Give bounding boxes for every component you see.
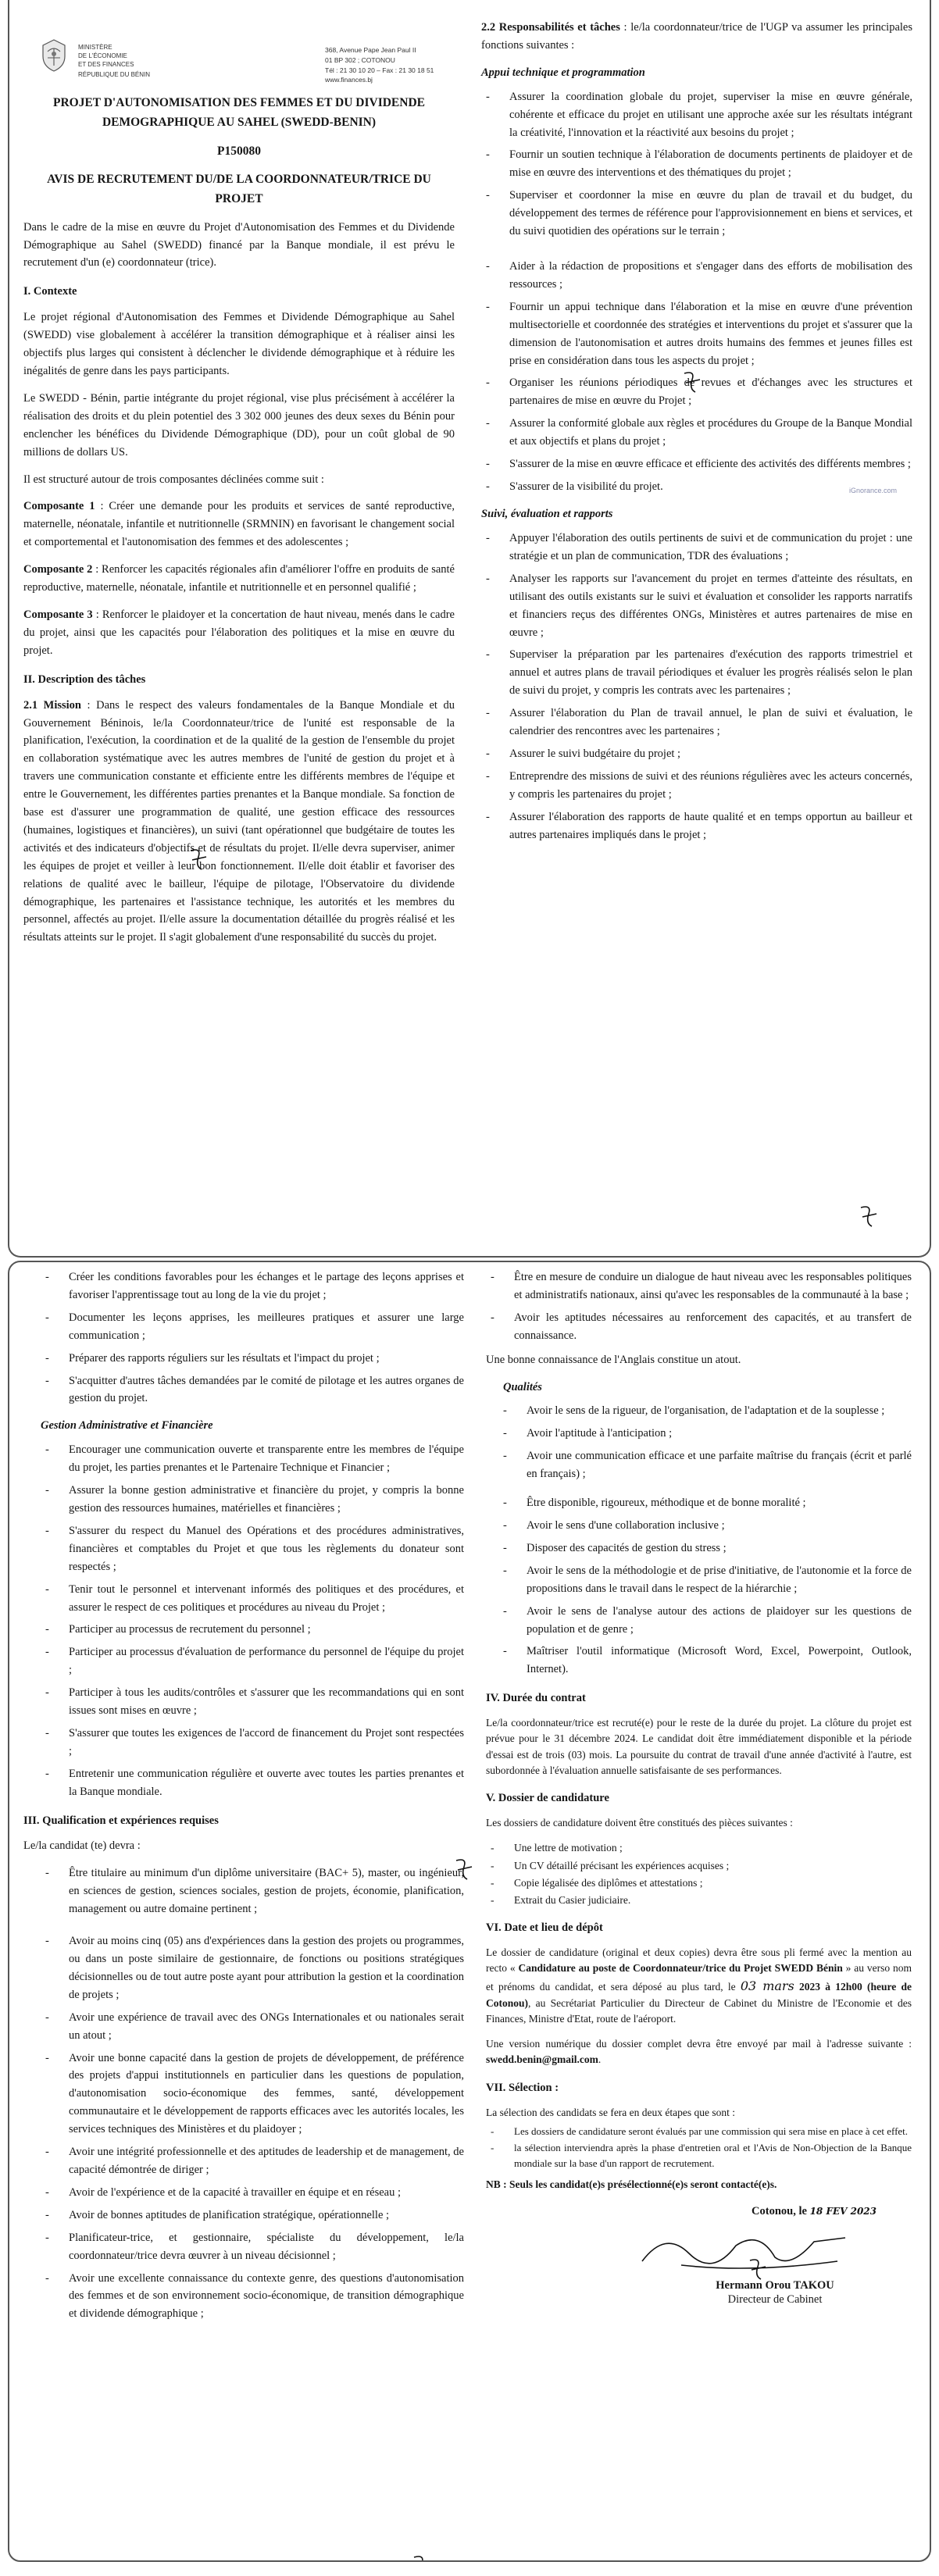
list-item: - S'assurer que toutes les exigences de l'accord de financement du Projet sont respectées ;	[41, 1725, 464, 1761]
component-label: Composante 2	[23, 563, 93, 576]
list-item: - Assurer l'élaboration du Plan de travail annuel, le plan de suivi et évaluation, le calendrier des rencontres avec les partenaires ;	[481, 705, 912, 740]
email-paragraph	[486, 2036, 912, 2068]
page-one-left-column	[23, 0, 455, 956]
list-item: - S'assurer du respect du Manuel des Opérations et des procédures administratives, financières et comptables du Projet et que tous les règlements du donateur sont respectés ;	[41, 1522, 464, 1576]
list-item: - Documenter les leçons apprises, les meilleures pratiques et assurer une large communication ;	[41, 1309, 464, 1345]
section-heading-duree: IV. Durée du contrat	[486, 1692, 586, 1705]
section-heading-depot: VI. Date et lieu de dépôt	[486, 1921, 603, 1935]
list-item: - Avoir l'aptitude à l'anticipation ;	[498, 1425, 912, 1443]
gestion-task-list	[41, 1441, 464, 1800]
watermark-text: iGnorance.com	[848, 486, 897, 494]
component-label: Composante 3	[23, 608, 93, 621]
list-item: - S'assurer de la visibilité du projet.	[481, 478, 912, 496]
initials-mark	[452, 1856, 478, 1889]
ministry-line: RÉPUBLIQUE DU BÉNIN	[78, 71, 151, 79]
list-item: - Organiser les réunions périodiques de revues et d'échanges avec les structures et partenaires de mise en œuvre du Projet ;	[481, 374, 912, 410]
context-paragraph: Le SWEDD - Bénin, partie intégrante du projet régional, vise plus précisément à accélérer la réalisation des droits et du plein potentiel des 3 302 000 jeunes des deux sexes du Bénin pour enclencher les bénéfices du Dividende Démographique (DD), pour un coût global de 90 millions de dollars US.	[23, 391, 455, 458]
list-item: - Créer les conditions favorables pour les échanges et le partage des leçons apprises et favoriser l'apprentissage tout au long de la vie du projet ;	[41, 1268, 464, 1304]
signatory-name: Hermann Orou TAKOU	[716, 2278, 834, 2292]
selection-lead: La sélection des candidats se fera en deux étapes que sont :	[486, 2106, 736, 2118]
ministry-address	[325, 45, 442, 85]
address-line: 368, Avenue Pape Jean Paul II	[325, 46, 416, 54]
subsection-heading-qualites: Qualités	[503, 1380, 542, 1393]
closing-date: 18 FEV 2023	[809, 2205, 877, 2217]
initials-mark	[745, 2256, 772, 2289]
list-item: - Avoir le sens de la méthodologie et de prise d'initiative, de l'autonomie et la force de propositions dans le travail dans le respect de la hiérarchie ;	[498, 1562, 912, 1598]
deposit-paragraph	[486, 1945, 912, 2027]
list-item: - Tenir tout le personnel et intervenant informés des politiques et des procédures, et assurer le respect de ces politiques et procédures au niveau du Projet ;	[41, 1581, 464, 1617]
deadline-handwritten-date: 03 mars	[740, 1978, 794, 1993]
list-item: - Copie légalisée des diplômes et attestations ;	[486, 1875, 912, 1891]
list-item: - Assurer la coordination globale du projet, superviser la mise en œuvre générale, cohérente et efficace du projet en utilisant une approche axée sur les résultats intégrant la créativité, l'innovation et la réactivité aux besoins du projet ;	[481, 88, 912, 142]
list-item: - Être disponible, rigoureux, méthodique et de bonne moralité ;	[498, 1494, 912, 1512]
qualification-lead: Le/la candidat (te) devra :	[23, 1839, 141, 1853]
contract-duration-text: Le/la coordonnateur/trice est recruté(e) pour le reste de la durée du projet. La clôture du projet est prévue pour le 31 décembre 2024. Le candidat doit être immédiatement disponible et la période d'essai est de trois (03) mois. La poursuite du contrat de travail d'une année d'activité à l'autre, est subordonnée à l'évaluation annuelle satisfaisante de ses performances.	[486, 1717, 912, 1776]
appui-task-list	[481, 88, 912, 496]
address-line: 01 BP 302 ; COTONOU	[325, 55, 395, 64]
contact-email-link[interactable]: swedd.benin@gmail.com	[486, 2053, 598, 2066]
page-one	[8, 0, 931, 1258]
dossier-lead: Les dossiers de candidature doivent être constitués des pièces suivantes :	[486, 1817, 793, 1829]
intro-paragraph: Dans le cadre de la mise en œuvre du Projet d'Autonomisation des Femmes et du Dividende Démographique au Sahel (SWEDD) financé par la Banque mondiale, il est prévu le recrutement d'un (e) coordonnateur (trice).	[23, 220, 455, 269]
component-3	[23, 606, 455, 660]
initials-mark	[856, 1203, 883, 1236]
selection-note: NB : Seuls les candidat(e)s présélectionné(e)s seront contacté(e)s.	[486, 2178, 777, 2191]
dossier-list	[486, 1840, 912, 1908]
list-item: - Avoir une communication efficace et une parfaite maîtrise du français (écrit et parlé en français) ;	[498, 1447, 912, 1483]
ministry-line: ET DES FINANCES	[78, 60, 134, 68]
list-item: - Avoir de bonnes aptitudes de planification stratégique, opérationnelle ;	[41, 2207, 464, 2225]
subsection-heading-suivi: Suivi, évaluation et rapports	[481, 508, 613, 521]
deposit-mention: Candidature au poste de Coordonnateur/trice du Projet SWEDD Bénin	[518, 1962, 843, 1975]
list-item: - Assurer l'élaboration des rapports de haute qualité et en temps opportun au bailleur et autres partenaires impliqués dans le projet ;	[481, 808, 912, 844]
page-two-left-column	[23, 1268, 464, 2329]
deposit-text: , au Secrétariat Particulier du Directeur de Cabinet du Ministre de l'Economie et des Finances, Ministre d'Etat, route de l'aéroport.	[486, 1996, 912, 2025]
page-one-right-column	[325, 0, 912, 850]
list-item: - Avoir le sens de l'analyse autour des actions de plaidoyer sur les questions de population et de genre ;	[498, 1603, 912, 1639]
list-item: - Participer au processus de recrutement du personnel ;	[41, 1621, 464, 1639]
ministry-line: DE L'ÉCONOMIE	[78, 52, 127, 59]
list-item: - Disposer des capacités de gestion du stress ;	[498, 1540, 912, 1557]
list-item: - Assurer la conformité globale aux règles et procédures du Groupe de la Banque Mondial et aux objectifs et plans du projet ;	[481, 415, 912, 451]
deadline-time: 2023 à 12h00 (heure de Cotonou)	[486, 1980, 912, 2009]
component-text: : Renforcer le plaidoyer et la concertation de haut niveau, menés dans le cadre du projet, ainsi que les capacités pour l'élaboration des politiques et la mise en œuvre du projet.	[23, 608, 455, 657]
list-item: - S'acquitter d'autres tâches demandées par le comité de pilotage et les autres organes de gestion du projet.	[41, 1372, 464, 1408]
component-text: : Créer une demande pour les produits et services de santé reproductive, maternelle, néonatale, infantile et nutritionnelle (SRMNIN) en favorisant le changement social et comportemental et l'autonomisation des femmes et des adolescentes ;	[23, 500, 455, 549]
notice-title: AVIS DE RECRUTEMENT DU/DE LA COORDONNATEUR/TRICE DU PROJET	[47, 173, 431, 205]
component-label: Composante 1	[23, 500, 95, 513]
list-item: - Superviser la préparation par les partenaires d'exécution des rapports trimestriel et annuel et autres plans de travail périodiques et évaluer les progrès réalisés selon le plan de suivi du projet, y compris les contrats avec les partenaires ;	[481, 646, 912, 700]
component-2	[23, 561, 455, 597]
responsibilities-text: : le/la coordonnateur/trice de l'UGP va assumer les principales fonctions suivantes :	[481, 21, 912, 52]
list-item: - Encourager une communication ouverte et transparente entre les membres de l'équipe du projet, les parties prenantes et le Partenaire Technique et Financier ;	[41, 1441, 464, 1477]
list-item: - Avoir une expérience de travail avec des ONGs Internationales et ou nationales serait un atout ;	[41, 2009, 464, 2045]
document-title: PROJET D'AUTONOMISATION DES FEMMES ET DU DIVIDENDE DEMOGRAPHIQUE AU SAHEL (SWEDD-BENIN)	[53, 96, 425, 129]
component-text: : Renforcer les capacités régionales afin d'améliorer l'offre en produits de santé reproductive, maternelle, néonatale, infantile et nutritionnelle et en personnel qualifié ;	[23, 563, 455, 594]
list-item: - Assurer la bonne gestion administrative et financière du projet, y compris la bonne gestion des ressources humaines, matérielles et financières ;	[41, 1482, 464, 1518]
list-item: - Les dossiers de candidature seront évalués par une commission qui sera mise en place à cet effet.	[486, 2124, 912, 2139]
suivi-task-list	[481, 530, 912, 844]
selection-list	[486, 2124, 912, 2171]
mission-paragraph	[23, 697, 455, 947]
list-item: - Préparer des rapports réguliers sur les résultats et l'impact du projet ;	[41, 1350, 464, 1368]
ministry-name	[78, 44, 150, 80]
coat-of-arms-icon	[37, 37, 70, 73]
list-item: - Planificateur-trice, et gestionnaire, spécialiste du développement, le/la coordonnateur/trice devra œuvrer à un niveau décisionnel ;	[41, 2229, 464, 2265]
list-item: - Être en mesure de conduire un dialogue de haut niveau avec les responsables politiques et administratifs nationaux, ainsi qu'avec les responsables de la communauté à la base ;	[486, 1268, 912, 1304]
list-item: - Avoir les aptitudes nécessaires au renforcement des capacités, et au transfert de connaissance.	[486, 1309, 912, 1345]
list-item: - Participer au processus d'évaluation de performance du personnel de l'équipe du projet ;	[41, 1643, 464, 1679]
section-heading-contexte: I. Contexte	[23, 285, 77, 298]
list-item: - Une lettre de motivation ;	[486, 1840, 912, 1856]
signatory-role: Directeur de Cabinet	[727, 2293, 823, 2307]
responsibilities-label: 2.2 Responsabilités et tâches	[481, 21, 620, 34]
qualification-list-continued	[486, 1268, 912, 1345]
closing-place: Cotonou, le	[752, 2204, 810, 2217]
subsection-heading-appui: Appui technique et programmation	[481, 66, 645, 79]
mission-text: : Dans le respect des valeurs fondamentales de la Banque Mondiale et du Gouvernement Béninois, le/la Coordonnateur/trice de l'unité est responsable de la planification, l'exécution, la coordination et de la qualité de la gestion de l'ensemble du projet en collaboration systématique avec les autres membres de l'unité de gestion du projet et à travers une communication constante et efficiente entre les différents membres de l'équipe et entre le Gouvernement, les différentes parties prenantes et la Banque mondiale. Sa fonction de base est d'assurer une programmation de qualité, une gestion efficace des ressources (humaines, logistiques et financières), un suivi (tant opérationnel que budgétaire de toutes les activités et des indicateurs d'objectifs et de résultats du projet. Il/elle devra superviser, animer les équipes de projet et veiller à leur bon fonctionnement. Il/elle doit établir et favoriser des relations de qualité avec le bailleur, l'équipe de pilotage, l'Observatoire du dividende démographique, les partenaires et l'assistance technique, les autorités et les membres du personnel, affectés au projet. Il/elle assure la documentation détaillée du progrès réalisé et les résultats atteints sur le projet. Il s'agit globalement d'une responsabilité du succès du projet.	[23, 698, 455, 944]
initials-mark	[409, 2553, 436, 2562]
context-paragraph: Le projet régional d'Autonomisation des Femmes et Dividende Démographique au Sahel (SWEDD) vise globalement à accélérer la transition démographique et à réaliser ainsi les objectifs plus larges qui consistent à déclencher le dividende démographique et à réduire les inégalités de genre dans les pays participants.	[23, 311, 455, 378]
list-item: - Avoir une bonne capacité dans la gestion de projets de développement, de préférence des projets d'appui institutionnels en particulier dans les questions de population, d'autonomisation socio-économique des femmes, santé, développement communautaire et le développement de rapports efficaces avec les autorités locales, les services techniques des Ministères et du plaidoyer ;	[41, 2050, 464, 2139]
qualities-list	[498, 1402, 912, 1679]
email-text: .	[598, 2053, 602, 2066]
email-text: Une version numérique du dossier complet devra être envoyé par mail à l'adresse suivante :	[486, 2038, 912, 2050]
deposit-text: Le dossier de candidature (original et deux copies) devra être sous pli fermé avec la mention au recto «	[486, 1946, 912, 1975]
deposit-text: » au verso nom et prénoms du candidat, et sera déposé au plus tard, le	[486, 1962, 912, 1993]
list-item: - Avoir au moins cinq (05) ans d'expériences dans la gestion des projets ou programmes, ou dans un poste similaire de gestionnaire, de fonctions ou positions stratégiques décisionnelles ou de tout autre poste ayant pour attribution la gestion et la coordination de projets ;	[41, 1932, 464, 2004]
list-item: - Maîtriser l'outil informatique (Microsoft Word, Excel, Powerpoint, Outlook, Internet).	[498, 1643, 912, 1679]
list-item: - S'assurer de la mise en œuvre efficace et efficiente des activités des différents membres ;	[481, 455, 912, 473]
component-1	[23, 498, 455, 551]
list-item: - Aider à la rédaction de propositions et s'engager dans des efforts de mobilisation des ressources ;	[481, 258, 912, 294]
initials-mark	[186, 846, 212, 879]
closing-place-date	[627, 2203, 877, 2221]
list-item: - Extrait du Casier judiciaire.	[486, 1893, 912, 1908]
section-heading-dossier: V. Dossier de candidature	[486, 1792, 609, 1805]
initials-mark	[680, 369, 706, 401]
mission-label: 2.1 Mission	[23, 698, 81, 712]
list-item: - Superviser et coordonner la mise en œuvre du plan de travail et du budget, du développement des termes de référence pour l'approvisionnement en biens et services, et du suivi quotidien des opérations sur le terrain ;	[481, 187, 912, 241]
ministry-line: MINISTÈRE	[78, 44, 112, 51]
list-item: - Participer à tous les audits/contrôles et s'assurer que les recommandations qui en sont issues sont mises en œuvre ;	[41, 1684, 464, 1720]
list-item: - Avoir de l'expérience et de la capacité à travailler en équipe et en réseau ;	[41, 2184, 464, 2202]
page-two-right-column	[486, 1268, 912, 2309]
list-item: - Avoir une excellente connaissance du contexte genre, des questions d'autonomisation des femmes et de son environnement socio-économique, de transition démographique et dividende démographique ;	[41, 2270, 464, 2324]
qualification-list	[41, 1864, 464, 2323]
responsibilities-intro	[481, 19, 912, 55]
page-two	[8, 1261, 931, 2562]
list-item: - Avoir le sens d'une collaboration inclusive ;	[498, 1517, 912, 1535]
list-item: - Être titulaire au minimum d'un diplôme universitaire (BAC+ 5), master, ou ingénieur, en sciences de gestion, sciences sociales, gestion de projets, économie, planification, management ou autre domaine pertinent ;	[41, 1864, 464, 1918]
list-item: - Assurer le suivi budgétaire du projet ;	[481, 745, 912, 763]
list-item: - Avoir une intégrité professionnelle et des aptitudes de leadership et de management, de capacité démontrée de diriger ;	[41, 2143, 464, 2179]
list-item: - Avoir le sens de la rigueur, de l'organisation, de l'adaptation et de la souplesse ;	[498, 1402, 912, 1420]
section-heading-description: II. Description des tâches	[23, 673, 146, 686]
english-requirement: Une bonne connaissance de l'Anglais constitue un atout.	[486, 1353, 741, 1366]
address-line: www.finances.bj	[325, 76, 373, 84]
list-item: - Analyser les rapports sur l'avancement du projet en termes d'atteinte des résultats, en utilisant des outils existants sur le suivi et évaluation et consolider les rapports narratifs et financiers reçus des différentes ONGs, Ministères et autres partenaires de mise en œuvre ;	[481, 570, 912, 642]
section-heading-selection: VII. Sélection :	[486, 2081, 559, 2094]
project-code: P150080	[217, 144, 261, 158]
list-item: - Un CV détaillé précisant les expériences acquises ;	[486, 1858, 912, 1874]
list-item: - Entretenir une communication régulière et ouverte avec toutes les parties prenantes et la Banque mondiale.	[41, 1765, 464, 1801]
list-item: - Fournir un appui technique dans l'élaboration et la mise en œuvre d'une prévention multisectorielle et coordonnée des stratégies et interventions du projet et s'assurer que la dimension de l'autonomisation et autres droits humains des femmes et jeunes filles est prise en considération dans tous les aspects du projet ;	[481, 298, 912, 370]
address-line: Tél : 21 30 10 20 – Fax : 21 30 18 51	[325, 66, 434, 74]
list-item: - la sélection interviendra après la phase d'entretien oral et l'Avis de Non-Objection de la Banque mondiale sur la base d'un rapport de recrutement.	[486, 2140, 912, 2171]
list-item: - Entreprendre des missions de suivi et des réunions régulières avec les acteurs concernés, y compris les partenaires du projet ;	[481, 768, 912, 804]
list-item: - Fournir un soutien technique à l'élaboration de documents pertinents de plaidoyer et de mise en œuvre des interventions et des thématiques du projet ;	[481, 146, 912, 182]
subsection-heading-gestion: Gestion Administrative et Financière	[41, 1419, 213, 1432]
context-paragraph: Il est structuré autour de trois composantes déclinées comme suit :	[23, 473, 324, 486]
list-item: - Appuyer l'élaboration des outils pertinents de suivi et de communication du projet : une stratégie et un plan de communication, TDR des évaluations ;	[481, 530, 912, 566]
section-heading-qualification: III. Qualification et expériences requises	[23, 1814, 219, 1827]
suivi-task-list-continued	[41, 1268, 464, 1408]
